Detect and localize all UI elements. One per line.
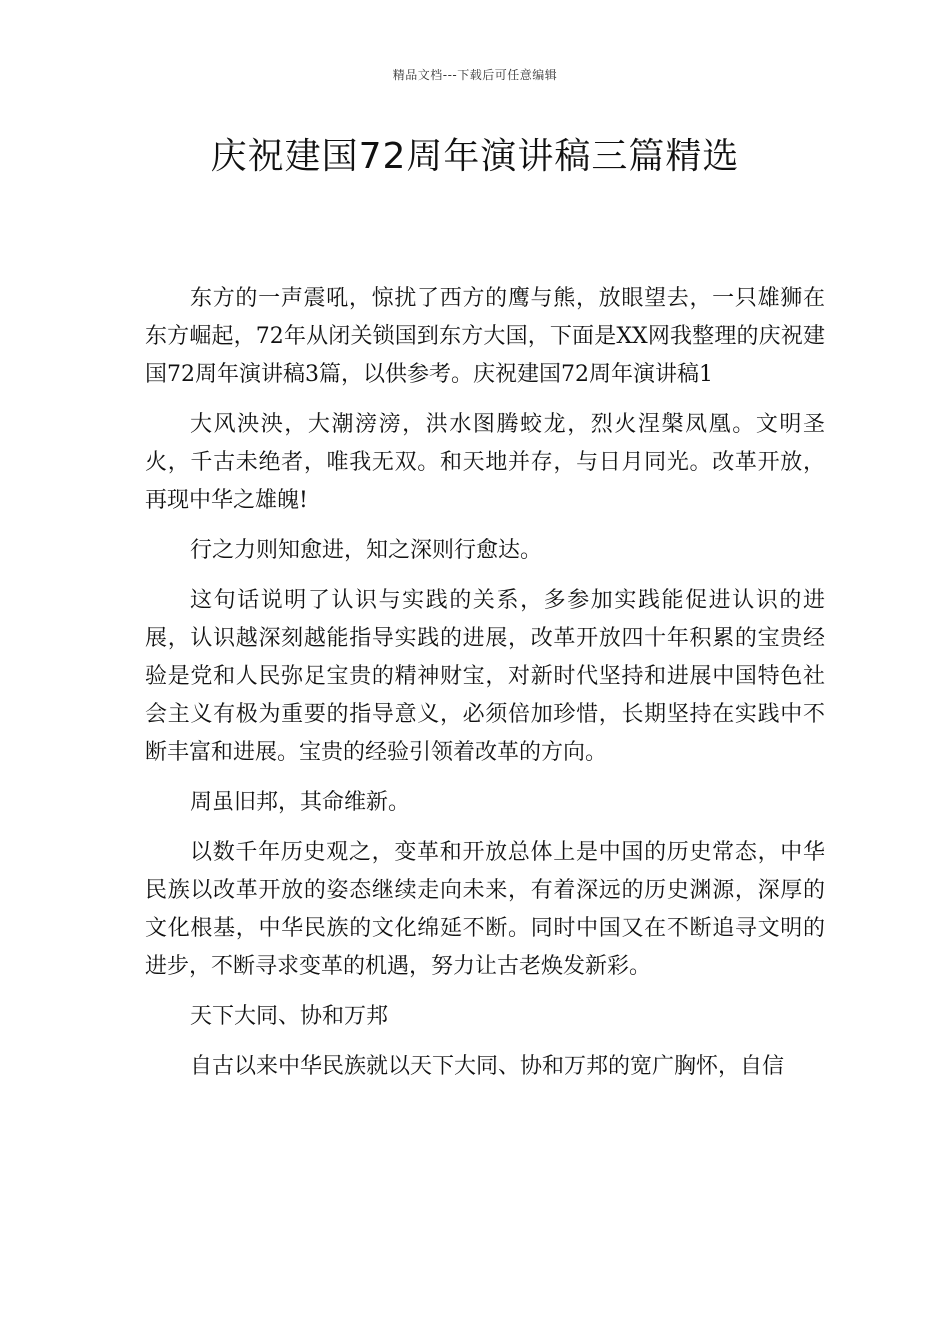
paragraph: 天下大同、协和万邦 (190, 1004, 389, 1029)
paragraph: 东方的一声震吼，惊扰了西方的鹰与熊，放眼望去，一只雄狮在东方崛起，72年从闭关锁国到东方大国，下面是XX网我整理的庆祝建国72周年演讲稿3篇，以供参考。庆祝建国72周年演讲稿1 (145, 286, 825, 387)
paragraph: 自古以来中华民族就以天下大同、协和万邦的宽广胸怀，自信 (190, 1054, 785, 1079)
paragraph: 大风泱泱，大潮滂滂，洪水图腾蛟龙，烈火涅槃凤凰。文明圣火，千古未绝者，唯我无双。和天地并存，与日月同光。改革开放，再现中华之雄魄! (145, 412, 825, 513)
document-title: 庆祝建国72周年演讲稿三篇精选 (210, 136, 740, 177)
header-note: 精品文档---下载后可任意编辑 (392, 68, 558, 82)
paragraph: 周虽旧邦，其命维新。 (190, 790, 411, 815)
document-body (145, 280, 825, 1098)
paragraph: 以数千年历史观之，变革和开放总体上是中国的历史常态，中华民族以改革开放的姿态继续走向未来，有着深远的历史渊源，深厚的文化根基，中华民族的文化绵延不断。同时中国又在不断追寻文明的进步，不断寻求变革的机遇，努力让古老焕发新彩。 (145, 840, 825, 979)
paragraph: 行之力则知愈进，知之深则行愈达。 (190, 538, 543, 563)
paragraph: 这句话说明了认识与实践的关系，多参加实践能促进认识的进展，认识越深刻越能指导实践的进展，改革开放四十年积累的宝贵经验是党和人民弥足宝贵的精神财宝，对新时代坚持和进展中国特色社会主义有极为重要的指导意义，必须倍加珍惜，长期坚持在实践中不断丰富和进展。宝贵的经验引领着改革的方向。 (145, 588, 825, 765)
